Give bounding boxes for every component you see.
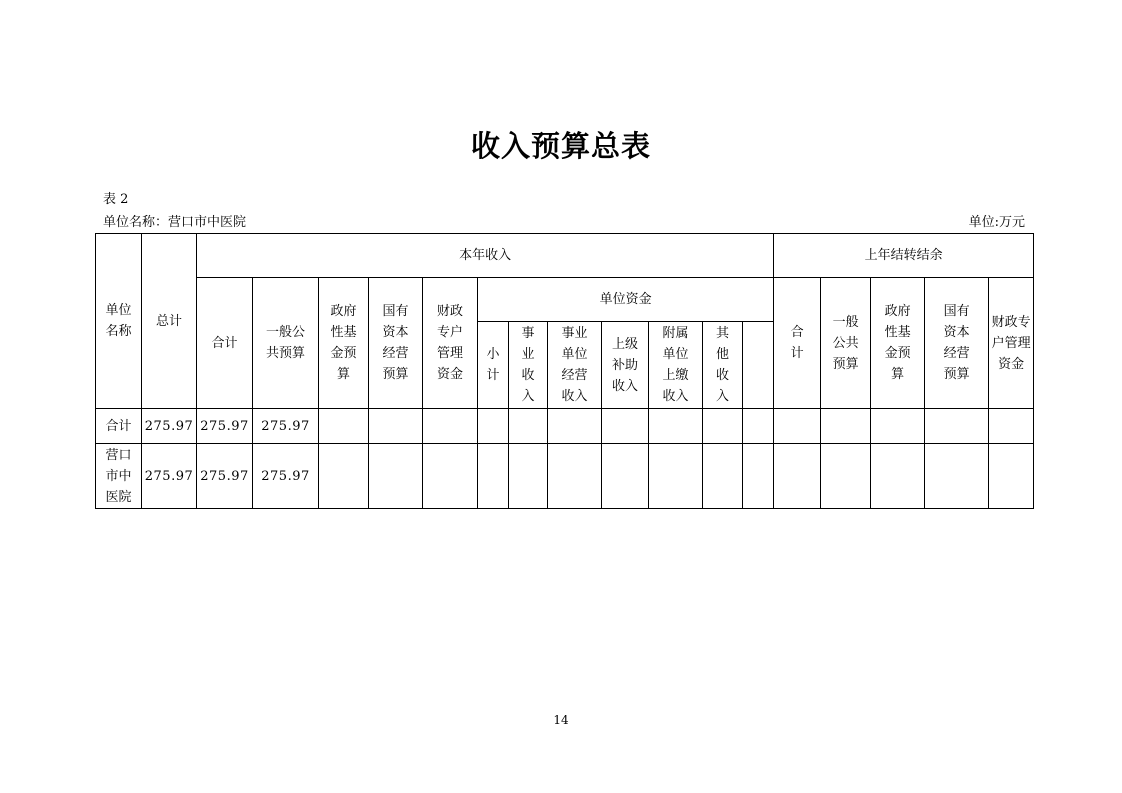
cell-total: 275.97: [142, 409, 197, 444]
cell-empty: [774, 444, 821, 509]
cell-empty: [703, 409, 743, 444]
header-cy-state-capital-budget: 国有资本经营预算: [369, 278, 423, 409]
table-number: 表 2: [103, 192, 129, 207]
cell-empty: [369, 409, 423, 444]
cell-empty: [743, 409, 774, 444]
cell-empty: [821, 409, 871, 444]
cell-empty: [548, 444, 602, 509]
cell-empty: [989, 409, 1034, 444]
cell-empty: [649, 409, 703, 444]
cell-empty: [319, 409, 369, 444]
header-py-special-account: 财政专户管理资金: [989, 278, 1034, 409]
header-cy-fund-budget: 政府性基金预算: [319, 278, 369, 409]
header-cy-general-budget: 一般公共预算: [253, 278, 319, 409]
cell-empty: [369, 444, 423, 509]
cell-cy-general: 275.97: [253, 444, 319, 509]
header-cy-special-account: 财政专户管理资金: [423, 278, 478, 409]
cell-cy-sum: 275.97: [197, 409, 253, 444]
cell-empty: [602, 444, 649, 509]
header-uf-subsidy-income: 上级补助收入: [602, 322, 649, 409]
cell-empty: [925, 444, 989, 509]
cell-cy-general: 275.97: [253, 409, 319, 444]
cell-empty: [548, 409, 602, 444]
header-row-2: [96, 278, 1034, 322]
cell-empty: [478, 444, 509, 509]
header-cy-sum: 合计: [197, 278, 253, 409]
table-row: [96, 409, 1034, 444]
cell-empty: [743, 444, 774, 509]
cell-empty: [509, 444, 548, 509]
cell-empty: [703, 444, 743, 509]
unit-name-label: 单位名称：营口市中医院: [103, 215, 247, 230]
cell-empty: [602, 409, 649, 444]
table-row: [96, 444, 1034, 509]
page-number: 14: [553, 713, 569, 727]
header-py-fund-budget: 政府性基金预算: [871, 278, 925, 409]
header-uf-subtotal: 小计: [478, 322, 509, 409]
header-py-state-capital-budget: 国有资本经营预算: [925, 278, 989, 409]
header-prev-carryover: 上年结转结余: [774, 234, 1034, 278]
header-unit-name: 单位名称: [96, 234, 142, 409]
cell-empty: [989, 444, 1034, 509]
cell-empty: [925, 409, 989, 444]
row-name: 营口市中医院: [96, 444, 142, 509]
header-py-sum: 合计: [774, 278, 821, 409]
row-name: 合计: [96, 409, 142, 444]
cell-empty: [821, 444, 871, 509]
cell-cy-sum: 275.97: [197, 444, 253, 509]
header-uf-business-income: 事业收入: [509, 322, 548, 409]
currency-unit-label: 单位:万元: [968, 215, 1025, 230]
header-uf-other-income: 其他收入: [703, 322, 743, 409]
cell-empty: [871, 444, 925, 509]
page-title: 收入预算总表: [470, 129, 651, 163]
header-uf-operating-income: 事业单位经营收入: [548, 322, 602, 409]
cell-empty: [423, 444, 478, 509]
income-budget-table: [95, 233, 1034, 509]
cell-empty: [871, 409, 925, 444]
header-row-1: [96, 234, 1034, 278]
header-current-year-income: 本年收入: [197, 234, 774, 278]
cell-empty: [649, 444, 703, 509]
cell-empty: [774, 409, 821, 444]
header-uf-affiliated-income: 附属单位上缴收入: [649, 322, 703, 409]
header-cy-unit-funds: 单位资金: [478, 278, 774, 322]
cell-empty: [509, 409, 548, 444]
cell-empty: [478, 409, 509, 444]
cell-total: 275.97: [142, 444, 197, 509]
header-py-general-budget: 一般公共预算: [821, 278, 871, 409]
cell-empty: [319, 444, 369, 509]
cell-empty: [423, 409, 478, 444]
header-total: 总计: [142, 234, 197, 409]
